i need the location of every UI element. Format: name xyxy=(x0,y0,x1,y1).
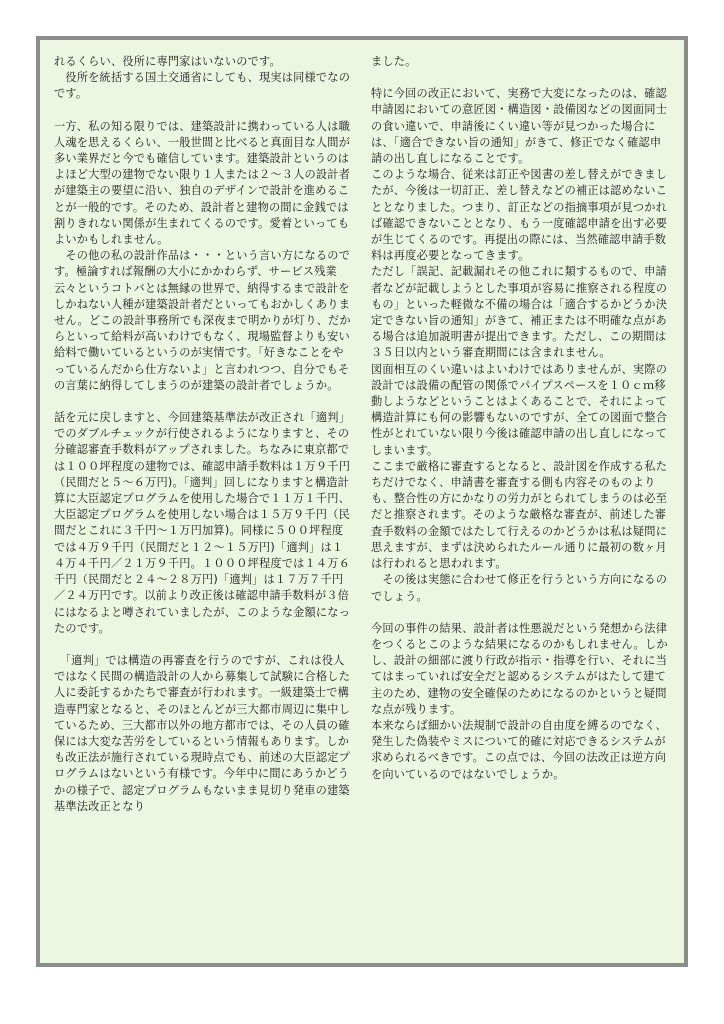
paragraph: れるくらい、役所に専門家はいないのです。 役所を統括する国土交通省にしても、現実は同様でなのです。 xyxy=(54,55,351,101)
right-column xyxy=(371,54,671,783)
paragraph: 「適判」では構造の再審査を行うのですが、これは役人ではなく民間の構造設計の人から募集して試験に合格した人に委託するかたちで審査が行われます。一級建築士で構造専門家となると、そのほとんどが三大都市周辺に集中しているため、三大都市以外の地方都市では、その人員の確保には大変な苦労をしているという情報もあります。しかも改正法が施行されている現時点でも、前述の大臣認定プログラムはないという有様です。今年中に間にあうかどうかの様子で、認定プログラムもないまま見切り発車の建築基準法改正となり xyxy=(54,653,351,813)
paragraph: 話を元に戻しますと、今回建築基準法が改正され「適判」でのダブルチェックが行使されるようになりますと、その分確認審査手数料がアップされました。ちなみに東京都では１００坪程度の建物では、確認申請手数料は１万９千円（民間だと５～６万円)。「適判」回しになりますと構造計算に大臣認定プログラムを使用した場合で１１万１千円、大臣認定プログラムを使用しない場合は１５万９千円（民間だとこれに３千円～１万円加算)。同様に５００坪程度では４万９千円（民間だと１２～１５万円)「適判」は１４万４千円／２１万９千円。１０００坪程度では１４万６千円（民間だと２４～２８万円)「適判」は１７万７千円／２４万円です。以前より改正後は確認申請手数料が３倍にはなるよと噂されていましたが、このような金額になったのです。 xyxy=(54,411,351,635)
paragraph: 特に今回の改正において、実務で大変になったのは、確認申請図においての意匠図・構造図・設備図などの図面同士の食い違いで、申請後にくい違い等が見つかった場合には、「適合できない旨の通知」がきて、修正でなく確認申請の出し直しになることです。 このような場合、従来は訂正や図書の差し替えができましたが、今後は一切訂正、差し替えなどの補正は認めないこととなりました。つまり、訂正などの指摘事項が見つかれば確認できないこととなり、もう一度確認申請を出す必要が生じてくるのです。再提出の際には、当然確認申請手数料は再度必要となってきます。 ただし「誤記、記載漏れその他これに類するもので、申請者などが記載しようとした事項が容易に推察される程度のもの」といった軽微な不備の場合は「適合するかどうか決定できない旨の通知」がきて、補正または不明確な点がある場合は追加説明書が提出できます。ただし、この期間は３５日以内という審査期間には含まれません。 図面相互のくい違いはよいわけではありませんが、実際の設計では設備の配管の関係でパイプスペースを１０ｃｍ移動しようなどということはよくあることで、それによって構造計算にも何の影響もないのですが、全ての図面で整合性がとれていない限り今後は確認申請の出し直しになってしまいます。 ここまで厳格に審査するとなると、設計図を作成する私たちだけでなく、申請書を審査する側も内容そのものよりも、整合性の方にかなりの労力がとられてしまうのは必至だと推察されます。そのような厳格な審査が、前述した審査手数料の金額ではたして行えるのかどうかは私は疑問に思えますが、まずは決められたルール通りに最初の数ヶ月は行われると思われます。 その後は実態に合わせて修正を行うという方向になるのでしょう。 xyxy=(371,87,668,603)
paragraph: ました。 xyxy=(371,55,417,68)
paragraph: 一方、私の知る限りでは、建築設計に携わっている人は職人魂を思えるくらい、一般世間と比べると真面目な人間が多い業界だと今でも確信しています。建築設計というのはよほど大型の建物でない限り１人または２～３人の設計者が建築主の要望に沿い、独自のデザインで設計を進めることが一般的です。そのため、設計者と建物の間に金銭では割りきれない関係が生まれてくるのです。愛着といってもよいかもしれません。 その他の私の設計作品は・・・という言い方になるのです。極論すれば報酬の大小にかかわらず、サービス残業云々というコトバとは無縁の世界で、納得するまで設計をしかねない人種が建築設計者だといってもおかしくありません。どこの設計事務所でも深夜まで明かりが灯り、だからといって給料が高いわけでもなく、現場監督よりも安い給料で働いているというのが実情です。「好きなことをやっているんだから仕方ないよ」と言われつつ、自分でもその言葉に納得してしまうのが建築の設計者でしょうか。 xyxy=(54,119,351,392)
paragraph: 今回の事件の結果、設計者は性悪説だという発想から法律をつくるとこのような結果になるのかもしれません。しかし、設計の細部に渡り行政が指示・指導を行い、それに当てはまっていれば安全だと認めるシステムがはたして建て主のため、建物の安全確保のためになるのかというと疑問な点が残ります。 本来ならば細かい法規制で設計の自由度を縛るのでなく、発生した偽装やミスについて的確に対応できるシステムが求められるべきです。この点では、今回の法改正は逆方向を向いているのではないでしょうか。 xyxy=(371,621,668,781)
left-column xyxy=(54,54,354,815)
document-frame xyxy=(36,36,688,967)
